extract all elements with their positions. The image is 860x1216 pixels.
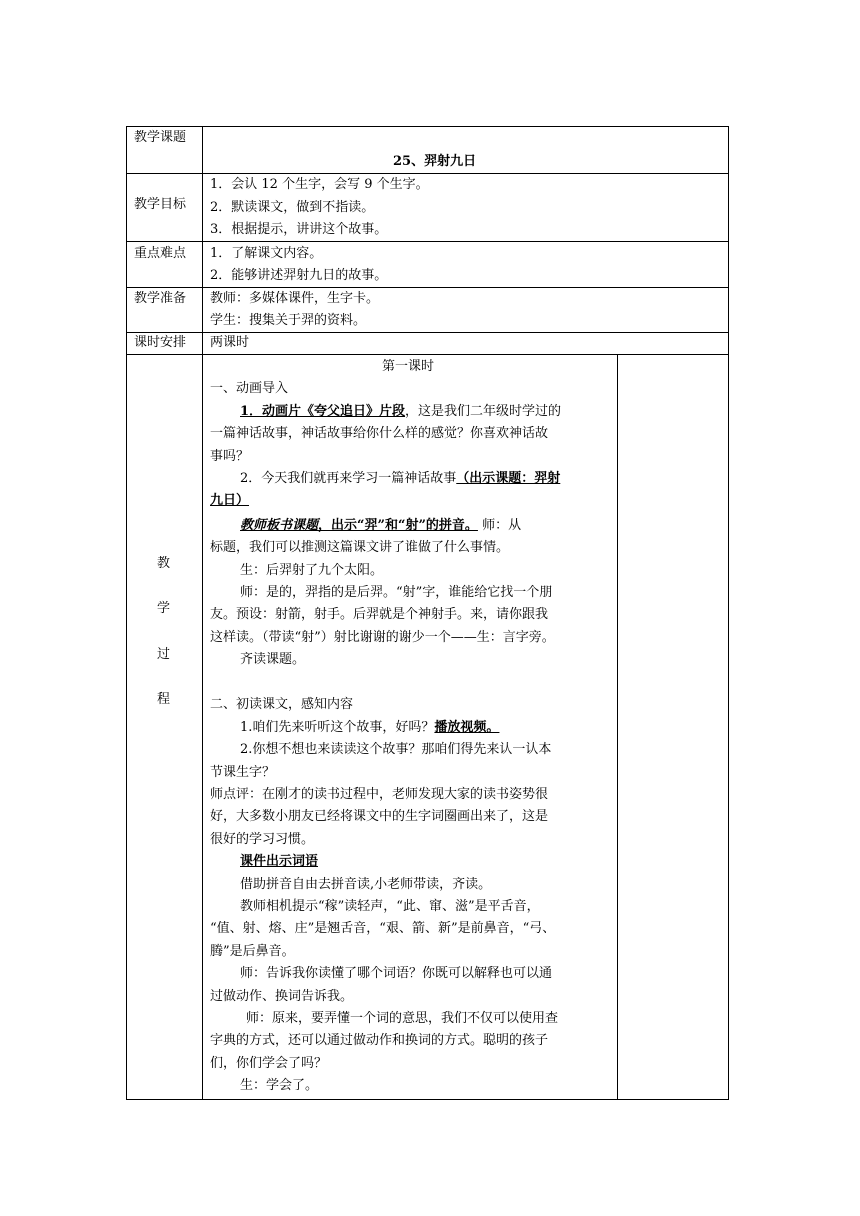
paragraph-line: 借助拼音自由去拼音读,小老师带读，齐读。 [240, 877, 492, 892]
prep-item: 学生：搜集关于羿的资料。 [210, 313, 367, 328]
paragraph-line: 们，你们学会了吗？ [210, 1056, 328, 1071]
label-column-divider [202, 126, 203, 1100]
paragraph-line: 1.咱们先来听听这个故事，好吗？播放视频。 [240, 720, 500, 735]
paragraph-line: 教师相机提示“稼”读轻声，“此、窜、滋”是平舌音， [240, 899, 540, 914]
table-border-right [728, 126, 729, 1100]
topic-title: 25、羿射九日 [393, 154, 477, 169]
paragraph-line: 2．今天我们就再来学习一篇神话故事（出示课题：羿射 [240, 471, 561, 486]
goals-item: 3．根据提示，讲讲这个故事。 [210, 222, 388, 237]
topic-label: 教学课题 [134, 130, 187, 145]
paragraph-line: 教师板书课题，出示“羿”和“射”的拼音。 师：从 [240, 518, 522, 533]
paragraph-line: 九日） [210, 493, 250, 508]
lesson-heading: 第一课时 [382, 359, 435, 374]
paragraph-line: 很好的学习习惯。 [210, 832, 315, 847]
paragraph-line: 好，大多数小朋友已经将课文中的生字词圈画出来了，这是 [210, 809, 549, 824]
process-label-char: 过 [157, 647, 171, 662]
paragraph-line: 这样读。（带读“射”）射比谢谢的谢少一个——生：言字旁。 [210, 630, 555, 645]
section-title: 一、动画导入 [210, 381, 289, 396]
board-title-note: 教师板书课题 [240, 518, 319, 533]
paragraph-line: 字典的方式，还可以通过做动作和换词的方式。聪明的孩子 [210, 1033, 549, 1048]
row-divider [126, 173, 729, 174]
section-title: 二、初读课文，感知内容 [210, 697, 354, 712]
show-title-note: （出示课题：羿射 [456, 471, 561, 486]
key-item: 1．了解课文内容。 [210, 246, 323, 261]
row-divider [126, 287, 729, 288]
notes-column-divider [617, 354, 618, 1100]
goals-item: 1．会认 12 个生字，会写 9 个生字。 [210, 177, 429, 192]
paragraph-line: 师：原来，要弄懂一个词的意思，我们不仅可以使用查 [246, 1011, 559, 1026]
paragraph-line: 师点评：在刚才的读书过程中，老师发现大家的读书姿势很 [210, 787, 549, 802]
play-video-note: 播放视频。 [434, 720, 500, 735]
table-border-bottom [126, 1099, 729, 1100]
process-label-char: 教 [157, 556, 171, 571]
paragraph-line: 腾”是后鼻音。 [210, 944, 295, 959]
row-divider [126, 241, 729, 242]
paragraph-line: 生：后羿射了九个太阳。 [240, 563, 384, 578]
show-words-note: 课件出示词语 [240, 854, 319, 869]
key-item: 2．能够讲述羿射九日的故事。 [210, 268, 388, 283]
paragraph-line: 2.你想不想也来读读这个故事？那咱们得先来认一认本 [240, 742, 552, 757]
paragraph-line: 生：学会了。 [240, 1078, 319, 1093]
paragraph-line: 节课生字？ [210, 765, 276, 780]
paragraph-line: 一篇神话故事，神话故事给你什么样的感觉？你喜欢神话故 [210, 426, 549, 441]
paragraph-line: “值、射、熔、庄”是翘舌音，“艰、箭、新”是前鼻音，“弓、 [210, 921, 556, 936]
key-label: 重点难点 [134, 246, 187, 261]
paragraph-line: 1．动画片《夸父追日》片段，这是我们二年级时学过的 [240, 404, 562, 419]
schedule-label: 课时安排 [134, 335, 187, 350]
paragraph-line: 友。预设：射箭，射手。后羿就是个神射手。来，请你跟我 [210, 607, 549, 622]
process-label-char: 学 [157, 601, 171, 616]
paragraph-line: 师：是的，羿指的是后羿。“射”字，谁能给它找一个朋 [240, 585, 553, 600]
paragraph-line: 事吗？ [210, 449, 250, 464]
prep-item: 教师：多媒体课件，生字卡。 [210, 291, 380, 306]
table-border-left [126, 126, 127, 1100]
paragraph-line: 师：告诉我你读懂了哪个词语？你既可以解释也可以通 [240, 966, 553, 981]
paragraph-line: 标题，我们可以推测这篇课文讲了谁做了什么事情。 [210, 540, 510, 555]
process-label-char: 程 [157, 692, 171, 707]
goals-item: 2．默读课文，做到不指读。 [210, 200, 375, 215]
video-clip-label: 1．动画片《夸父追日》片段 [240, 404, 406, 419]
row-divider [126, 354, 729, 355]
paragraph-line: 过做动作、换词告诉我。 [210, 989, 354, 1004]
schedule-value: 两课时 [210, 335, 250, 350]
paragraph-line: 齐读课题。 [240, 652, 306, 667]
prep-label: 教学准备 [134, 291, 187, 306]
goals-label: 教学目标 [134, 197, 187, 212]
table-border-top [126, 126, 729, 127]
